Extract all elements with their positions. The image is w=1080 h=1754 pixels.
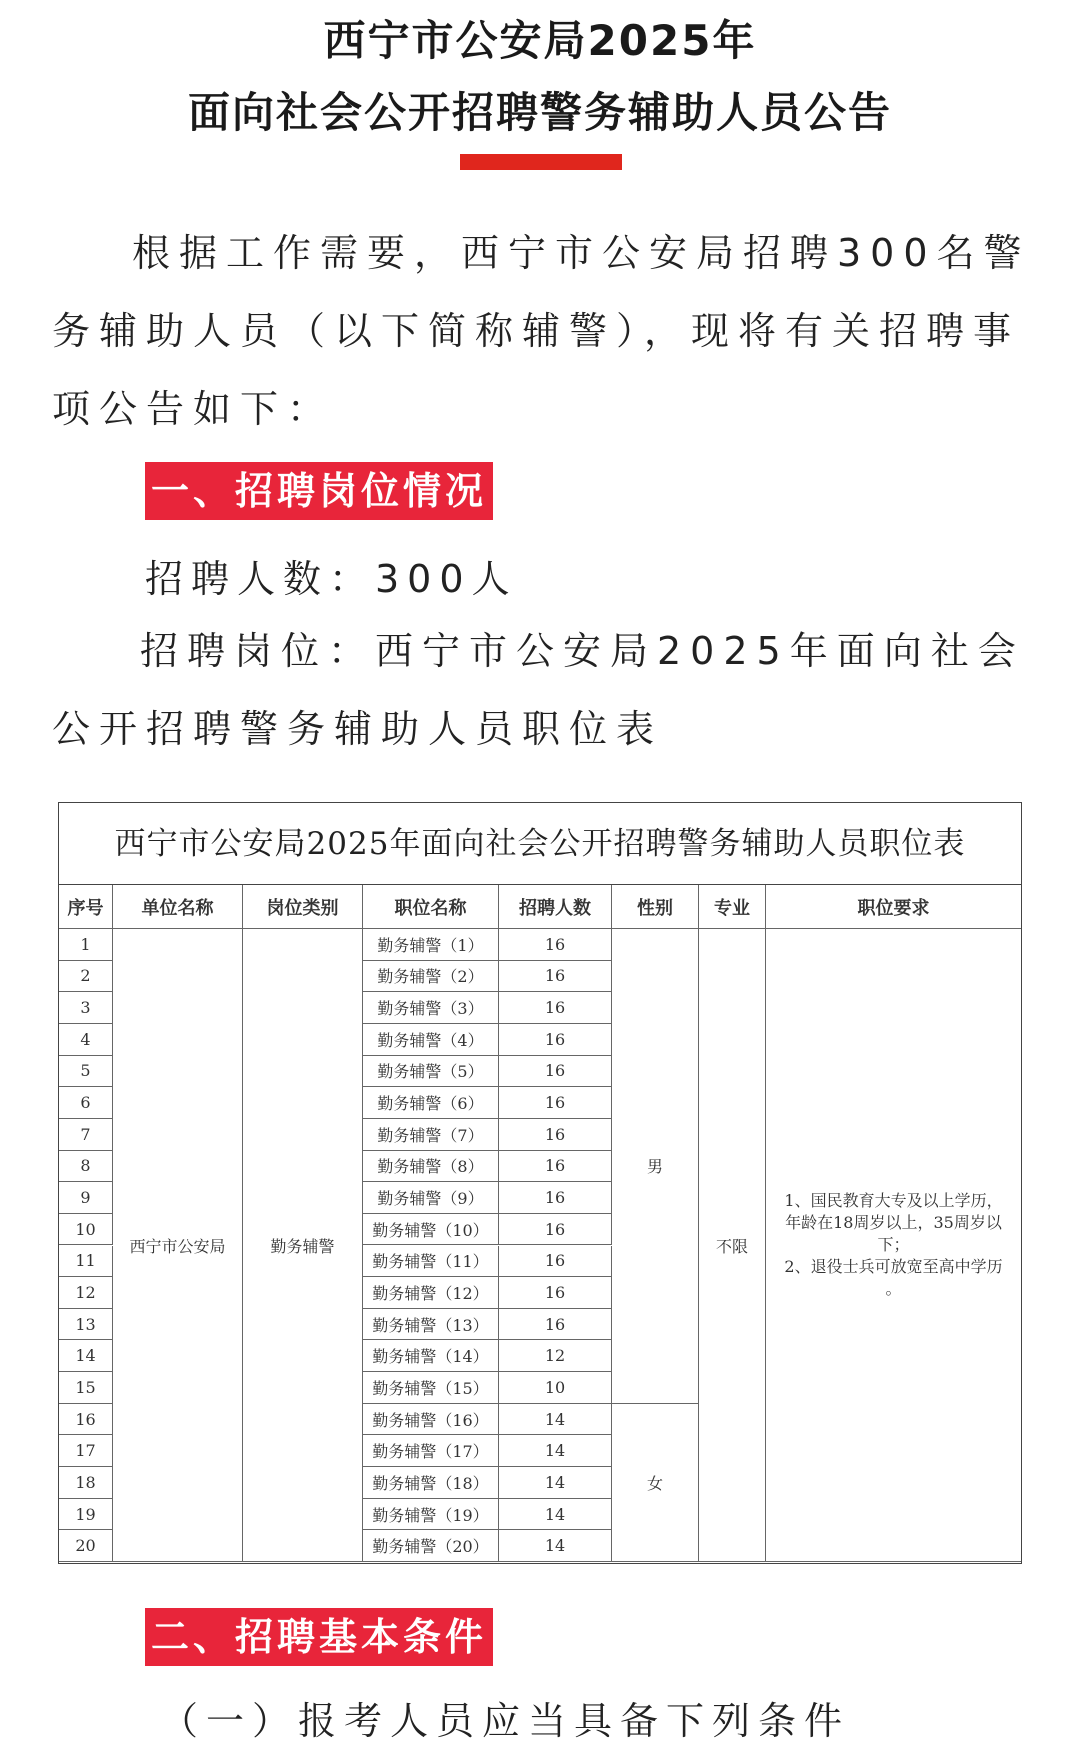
section2-heading: 二、招聘基本条件: [145, 1608, 493, 1666]
table-row-position-name: 勤务辅警（18）: [363, 1467, 499, 1499]
table-row-count: 14: [499, 1467, 612, 1499]
requirement-line: 年龄在18周岁以上，35周岁以: [785, 1213, 1002, 1232]
table-row-number: 15: [59, 1372, 113, 1404]
table-row-position-name: 勤务辅警（13）: [363, 1309, 499, 1341]
table-header-cell: 单位名称: [113, 885, 243, 929]
table-row-number: 18: [59, 1467, 113, 1499]
table-row-position-name: 勤务辅警（5）: [363, 1056, 499, 1088]
table-row-position-name: 勤务辅警（7）: [363, 1119, 499, 1151]
table-category-cell: 勤务辅警: [243, 929, 363, 1562]
table-row-number: 1: [59, 929, 113, 961]
table-row-count: 14: [499, 1530, 612, 1562]
table-header-cell: 岗位类别: [243, 885, 363, 929]
table-row-count: 16: [499, 1214, 612, 1246]
table-unit-cell: 西宁市公安局: [113, 929, 243, 1562]
table-row-position-name: 勤务辅警（8）: [363, 1151, 499, 1183]
recruit-post-line: 招聘岗位：西宁市公安局2025年面向社会公开招聘警务辅助人员职位表: [52, 629, 1025, 751]
table-row-position-name: 勤务辅警（3）: [363, 992, 499, 1024]
table-row-number: 20: [59, 1530, 113, 1562]
table-row-count: 16: [499, 1151, 612, 1183]
table-row-position-name: 勤务辅警（12）: [363, 1277, 499, 1309]
section1-heading: 一、招聘岗位情况: [145, 462, 493, 520]
table-row-position-name: 勤务辅警（17）: [363, 1435, 499, 1467]
table-row-number: 11: [59, 1246, 113, 1278]
table-row-position-name: 勤务辅警（15）: [363, 1372, 499, 1404]
table-row-position-name: 勤务辅警（6）: [363, 1087, 499, 1119]
table-row-number: 13: [59, 1309, 113, 1341]
table-row-position-name: 勤务辅警（9）: [363, 1182, 499, 1214]
table-row-count: 16: [499, 1246, 612, 1278]
table-row-count: 14: [499, 1499, 612, 1531]
table-row-position-name: 勤务辅警（11）: [363, 1246, 499, 1278]
table-row-count: 10: [499, 1372, 612, 1404]
table-row-count: 16: [499, 1024, 612, 1056]
recruit-count-line: 招聘人数：300人: [145, 557, 518, 601]
table-row-number: 17: [59, 1435, 113, 1467]
table-row-position-name: 勤务辅警（19）: [363, 1499, 499, 1531]
table-row-position-name: 勤务辅警（16）: [363, 1404, 499, 1436]
table-row-count: 14: [499, 1435, 612, 1467]
table-row-position-name: 勤务辅警（10）: [363, 1214, 499, 1246]
page-title-line1: 西宁市公安局2025年: [323, 16, 757, 65]
table-row-count: 16: [499, 1277, 612, 1309]
table-row-count: 14: [499, 1404, 612, 1436]
table-row-position-name: 勤务辅警（2）: [363, 961, 499, 993]
table-row-count: 16: [499, 992, 612, 1024]
table-gender-male-cell: 男: [612, 929, 699, 1404]
intro-paragraph: 根据工作需要，西宁市公安局招聘300名警务辅助人员（以下简称辅警），现将有关招聘事项公告如下：: [52, 231, 1031, 431]
page-title-line2: 面向社会公开招聘警务辅助人员公告: [187, 88, 892, 137]
table-major-cell: 不限: [699, 929, 766, 1562]
table-row-number: 8: [59, 1151, 113, 1183]
requirement-line: 1、国民教育大专及以上学历，: [784, 1191, 1003, 1210]
requirement-line: 下；: [877, 1235, 910, 1254]
table-row-number: 2: [59, 961, 113, 993]
table-gender-female-cell: 女: [612, 1404, 699, 1562]
table-header-cell: 专业: [699, 885, 766, 929]
table-row-number: 19: [59, 1499, 113, 1531]
title-underline-bar: [460, 154, 622, 170]
table-row-count: 16: [499, 1309, 612, 1341]
table-row-count: 12: [499, 1340, 612, 1372]
table-row-number: 12: [59, 1277, 113, 1309]
table-row-number: 3: [59, 992, 113, 1024]
table-header-cell: 招聘人数: [499, 885, 612, 929]
table-row-number: 5: [59, 1056, 113, 1088]
table-row-number: 9: [59, 1182, 113, 1214]
table-row-count: 16: [499, 1056, 612, 1088]
table-row-count: 16: [499, 929, 612, 961]
table-row-count: 16: [499, 1087, 612, 1119]
position-table: [58, 802, 1022, 1564]
table-requirements-cell: [766, 929, 1021, 1562]
table-header-cell: 性别: [612, 885, 699, 929]
table-header-cell: 职位要求: [766, 885, 1021, 929]
table-header-cell: 序号: [59, 885, 113, 929]
table-header-cell: 职位名称: [363, 885, 499, 929]
table-row-position-name: 勤务辅警（20）: [363, 1530, 499, 1562]
requirement-line: 2、退役士兵可放宽至高中学历: [784, 1257, 1003, 1276]
table-row-number: 4: [59, 1024, 113, 1056]
section2-subheading: （一）报考人员应当具备下列条件: [160, 1699, 851, 1743]
table-row-number: 10: [59, 1214, 113, 1246]
table-row-number: 7: [59, 1119, 113, 1151]
table-row-number: 14: [59, 1340, 113, 1372]
table-row-number: 6: [59, 1087, 113, 1119]
requirement-line: 。: [885, 1279, 902, 1298]
table-row-number: 16: [59, 1404, 113, 1436]
table-row-position-name: 勤务辅警（14）: [363, 1340, 499, 1372]
table-row-count: 16: [499, 961, 612, 993]
table-row-count: 16: [499, 1182, 612, 1214]
table-row-position-name: 勤务辅警（1）: [363, 929, 499, 961]
table-row-count: 16: [499, 1119, 612, 1151]
table-row-position-name: 勤务辅警（4）: [363, 1024, 499, 1056]
table-title: 西宁市公安局2025年面向社会公开招聘警务辅助人员职位表: [59, 803, 1021, 885]
